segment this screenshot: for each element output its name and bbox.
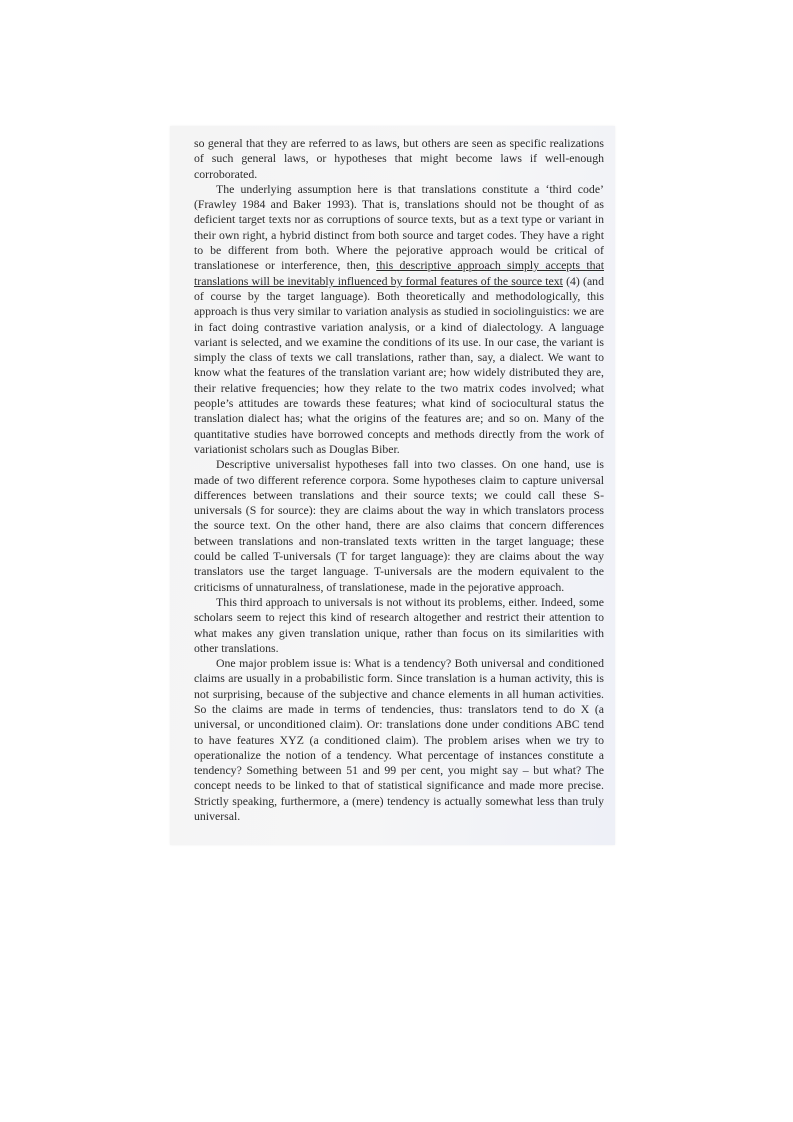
paragraph-3: Descriptive universalist hypotheses fall into two classes. On one hand, use is made of two different reference corpora. Some hypotheses claim to capture universal differences between translations and their source texts; we could call these S-universals (S for source): they are claims about the way in which translators process the source text. On the other hand, there are also claims that concern differences between translations and non-translated texts written in the target language; these could be called T-universals (T for target language): they are claims about the way translators use the target language. T-universals are the modern equivalent to the criticisms of unnaturalness, of translationese, made in the pejorative approach. <box>194 457 604 594</box>
paragraph-5: One major problem issue is: What is a tendency? Both universal and conditioned claims are usually in a probabilistic form. Since translation is a human activity, this is not surprising, because of the subjective and chance elements in all human activities. So the claims are made in terms of tendencies, thus: translators tend to do X (a universal, or unconditioned claim). Or: translations done under conditions ABC tend to have features XYZ (a conditioned claim). The problem arises when we try to operationalize the notion of a tendency. What percentage of instances constitute a tendency? Something between 51 and 99 per cent, you might say – but what? The concept needs to be linked to that of statistical significance and made more precise. Strictly speaking, furthermore, a (mere) tendency is actually somewhat less than truly universal. <box>194 656 604 824</box>
paragraph-4: This third approach to universals is not without its problems, either. Indeed, some scholars seem to reject this kind of research altogether and restrict their attention to what makes any given translation unique, rather than focus on its similarities with other translations. <box>194 594 604 655</box>
page-body-text <box>194 136 604 824</box>
underlined-passage: this descriptive approach simply accepts that translations will be inevitably influenced by formal features of the source text <box>194 258 605 288</box>
paragraph-2-text-before: The underlying assumption here is that translations constitute a ‘third code’ (Frawley 1984 and Baker 1993). That is, translations should not be thought of as deficient target texts nor as corruptions of source texts, but as a text type or variant in their own right, a hybrid distinct from both source and target codes. They have a right to be different from both. Where the pejorative approach would be critical of translationese or interference, then, <box>194 181 604 273</box>
paragraph-1: so general that they are referred to as laws, but others are seen as specific realizations of such general laws, or hypotheses that might become laws if well-enough corroborated. <box>194 136 604 181</box>
paragraph-2-text-after: (4) (and of course by the target language). Both theoretically and methodologically, this approach is thus very similar to variation analysis as studied in sociolinguistics: we are in fact doing contrastive variation analysis, or a kind of dialectology. A language variant is selected, and we examine the conditions of its use. In our case, the variant is simply the class of texts we call translations, rather than, say, a dialect. We want to know what the features of the translation variant are; how widely distributed they are, their relative frequencies; how they relate to the two matrix codes involved; what people’s attitudes are towards these features; what kind of sociocultural status the translation dialect has; what the origins of the features are; and so on. Many of the quantitative studies have borrowed concepts and methods directly from the work of variationist scholars such as Douglas Biber. <box>194 273 604 456</box>
paragraph-2 <box>194 182 604 457</box>
